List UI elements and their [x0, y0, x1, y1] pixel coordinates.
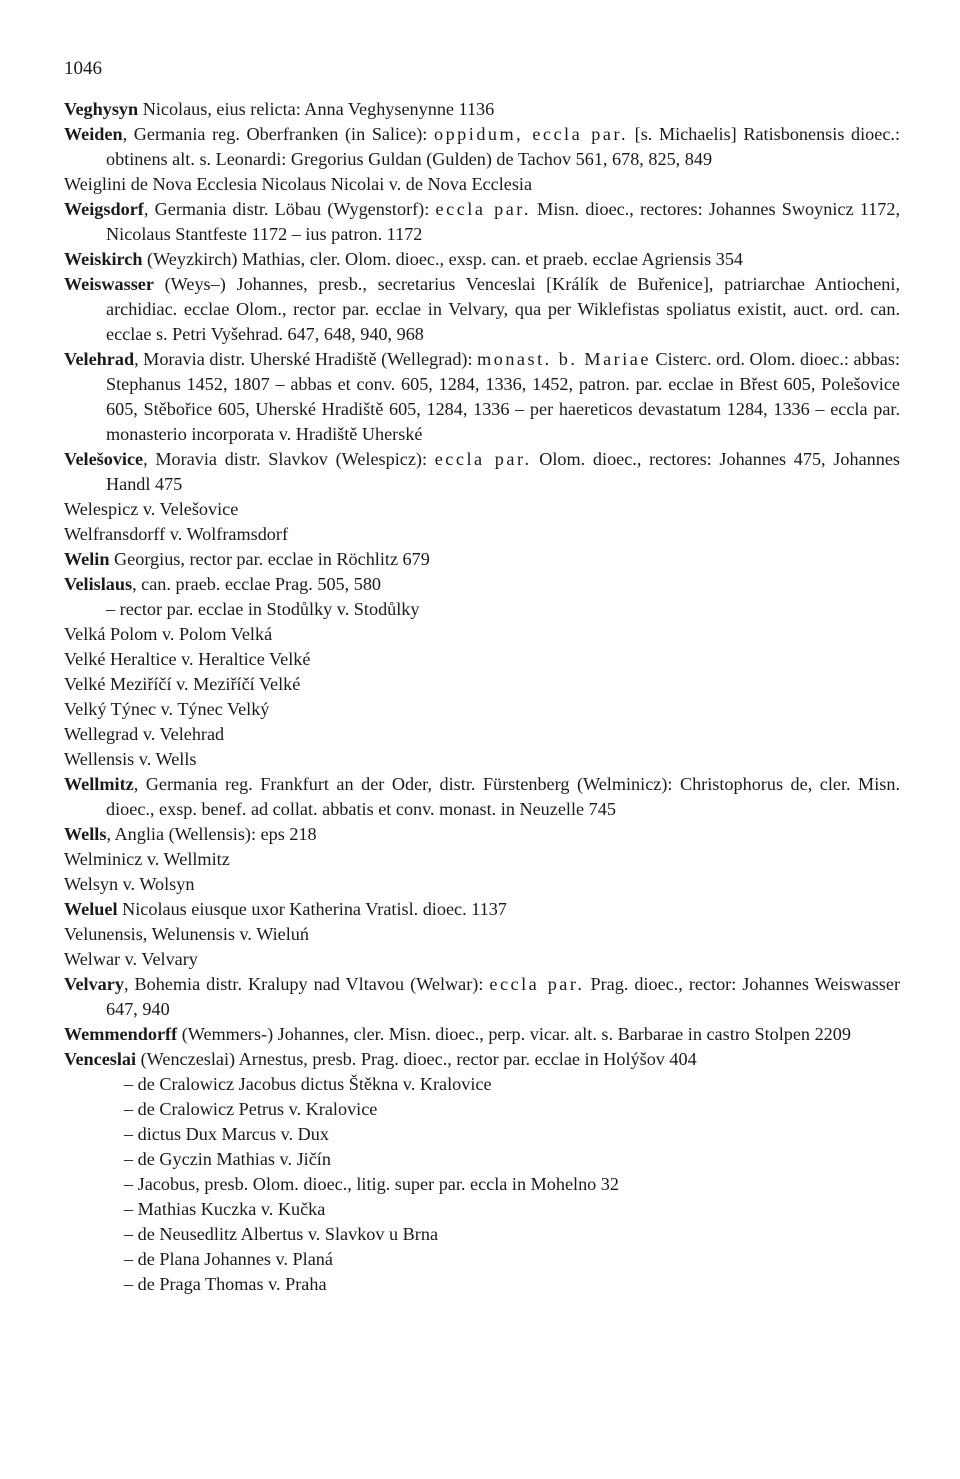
page-number: 1046: [64, 58, 102, 79]
entry-text: (Wemmers-) Johannes, cler. Misn. dioec., perp. vicar. alt. s. Barbarae in castro Stolpen 2209: [177, 1024, 851, 1044]
index-entry: [64, 597, 900, 622]
index-entry: [64, 172, 900, 197]
entry-text: , Germania reg. Frankfurt an der Oder, distr. Fürstenberg (Welminicz): Christophorus de, cler. Misn. dioec., exsp. benef. ad collat. abbatis et conv. monast. in Neuzelle 745: [106, 774, 900, 819]
entry-text: , can. praeb. ecclae Prag. 505, 580: [132, 574, 382, 594]
entry-lemma: Velvary: [64, 974, 124, 994]
entry-spaced-text: eccla par.: [435, 199, 531, 219]
entry-text: (Wenczeslai) Arnestus, presb. Prag. dioec., rector par. ecclae in Holýšov 404: [136, 1049, 697, 1069]
entry-text: Misn. dioec., rectores: Johannes Swoynicz 1172, Nicolaus Stantfeste 1172 – ius patron. 1172: [106, 199, 901, 244]
entry-text: (Weyzkirch) Mathias, cler. Olom. dioec., exsp. can. et praeb. ecclae Agriensis 354: [142, 249, 744, 269]
entry-text: Welsyn v. Wolsyn: [64, 874, 195, 894]
entry-text: – dictus Dux Marcus v. Dux: [124, 1124, 329, 1144]
entry-text: – Jacobus, presb. Olom. dioec., litig. super par. eccla in Mohelno 32: [124, 1174, 619, 1194]
index-entry: [64, 1172, 900, 1197]
entry-text: Welwar v. Velvary: [64, 949, 198, 969]
index-entry: [64, 1147, 900, 1172]
entry-text: Olom. dioec., rectores: Johannes 475, Johannes Handl 475: [106, 449, 900, 494]
index-entry: [64, 1022, 900, 1047]
index-entry: [64, 497, 900, 522]
index-entry: [64, 972, 900, 1022]
entry-text: Wellegrad v. Velehrad: [64, 724, 225, 744]
entry-lemma: Velešovice: [64, 449, 144, 469]
index-entry: [64, 1222, 900, 1247]
index-entry: [64, 97, 900, 122]
entry-lemma: Venceslai: [64, 1049, 137, 1069]
index-entry: [64, 547, 900, 572]
index-entry: [64, 122, 900, 172]
entry-text: , Anglia (Wellensis): eps 218: [106, 824, 317, 844]
entry-text: Velké Meziříčí v. Meziříčí Velké: [64, 674, 301, 694]
index-entry: [64, 897, 900, 922]
index-entry: [64, 697, 900, 722]
entry-text: , Bohemia distr. Kralupy nad Vltavou (Welwar):: [123, 974, 490, 994]
index-entry: [64, 1197, 900, 1222]
index-entries: [64, 97, 900, 1297]
entry-lemma: Weluel: [64, 899, 118, 919]
entry-text: , Moravia distr. Uherské Hradiště (Wellegrad):: [134, 349, 478, 369]
entry-text: – de Plana Johannes v. Planá: [124, 1249, 333, 1269]
entry-text: – rector par. ecclae in Stodůlky v. Stodůlky: [106, 599, 420, 619]
entry-text: – de Cralowicz Petrus v. Kralovice: [124, 1099, 378, 1119]
index-entry: [64, 272, 900, 347]
index-entry: [64, 672, 900, 697]
entry-spaced-text: eccla par.: [489, 974, 585, 994]
entry-lemma: Weiswasser: [64, 274, 154, 294]
entry-text: , Germania distr. Löbau (Wygenstorf):: [143, 199, 436, 219]
entry-text: Velunensis, Welunensis v. Wieluń: [64, 924, 309, 944]
entry-text: [s. Michaelis] Ratisbonensis dioec.: obtinens alt. s. Leonardi: Gregorius Guldan (Gulden) de Tachov 561, 678, 825, 849: [106, 124, 900, 169]
entry-text: Cisterc. ord. Olom. dioec.: abbas: Stephanus 1452, 1807 – abbas et conv. 605, 1284, 1336, 1452, patron. par. ecclae in Břest 605, Polešovice 605, Stěbořice 605, Uherské Hradiště 605, 1284, 1336 – per haereticos devastatum 1284, 1336 – eccla par. monasterio incorporata v. Hradiště Uherské: [106, 349, 900, 444]
index-entry: [64, 622, 900, 647]
entry-text: – de Praga Thomas v. Praha: [124, 1274, 327, 1294]
index-entry: [64, 847, 900, 872]
entry-text: Welfransdorff v. Wolframsdorf: [64, 524, 289, 544]
entry-text: Wellensis v. Wells: [64, 749, 197, 769]
index-entry: [64, 522, 900, 547]
entry-text: , Germania reg. Oberfranken (in Salice):: [122, 124, 434, 144]
entry-text: Nicolaus eiusque uxor Katherina Vratisl. dioec. 1137: [117, 899, 507, 919]
entry-text: Georgius, rector par. ecclae in Röchlitz 679: [109, 549, 430, 569]
index-entry: [64, 447, 900, 497]
index-entry: [64, 1247, 900, 1272]
entry-lemma: Weiden: [64, 124, 123, 144]
entry-text: Prag. dioec., rector: Johannes Weiswasser 647, 940: [106, 974, 901, 1019]
entry-lemma: Veghysyn: [64, 99, 139, 119]
index-entry: [64, 822, 900, 847]
index-entry: [64, 722, 900, 747]
entry-text: (Weys–) Johannes, presb., secretarius Venceslai [Králík de Buřenice], patriarchae Antiocheni, archidiac. ecclae Olom., rector par. ecclae in Velvary, qua per Wiklefistas spoliatus existit, auct. ord. can. ecclae s. Petri Vyšehrad. 647, 648, 940, 968: [106, 274, 900, 344]
entry-lemma: Velislaus: [64, 574, 133, 594]
entry-lemma: Wells: [64, 824, 107, 844]
entry-spaced-text: eccla par.: [434, 449, 532, 469]
index-entry: [64, 572, 900, 597]
entry-lemma: Weiskirch: [64, 249, 143, 269]
entry-text: – Mathias Kuczka v. Kučka: [124, 1199, 326, 1219]
entry-spaced-text: oppidum, eccla par.: [433, 124, 629, 144]
index-entry: [64, 197, 900, 247]
entry-text: , Moravia distr. Slavkov (Welespicz):: [143, 449, 435, 469]
entry-text: Velký Týnec v. Týnec Velký: [64, 699, 270, 719]
entry-text: Welminicz v. Wellmitz: [64, 849, 230, 869]
index-entry: [64, 772, 900, 822]
entry-text: Weiglini de Nova Ecclesia Nicolaus Nicolai v. de Nova Ecclesia: [64, 174, 533, 194]
index-entry: [64, 1072, 900, 1097]
index-entry: [64, 1047, 900, 1072]
index-entry: [64, 247, 900, 272]
index-entry: [64, 1272, 900, 1297]
entry-spaced-text: monast. b. Mariae: [477, 349, 651, 369]
entry-text: Nicolaus, eius relicta: Anna Veghysenynne 1136: [138, 99, 495, 119]
entry-text: Velká Polom v. Polom Velká: [64, 624, 273, 644]
entry-lemma: Weigsdorf: [64, 199, 144, 219]
entry-lemma: Velehrad: [64, 349, 135, 369]
entry-text: Welespicz v. Velešovice: [64, 499, 239, 519]
entry-lemma: Wellmitz: [64, 774, 134, 794]
index-entry: [64, 922, 900, 947]
entry-text: – de Gyczin Mathias v. Jičín: [124, 1149, 331, 1169]
entry-lemma: Welin: [64, 549, 110, 569]
entry-text: Velké Heraltice v. Heraltice Velké: [64, 649, 311, 669]
index-entry: [64, 1122, 900, 1147]
entry-text: – de Cralowicz Jacobus dictus Štěkna v. Kralovice: [124, 1074, 492, 1094]
index-entry: [64, 647, 900, 672]
index-entry: [64, 747, 900, 772]
index-entry: [64, 347, 900, 447]
entry-text: – de Neusedlitz Albertus v. Slavkov u Brna: [124, 1224, 439, 1244]
index-entry: [64, 872, 900, 897]
entry-lemma: Wemmendorff: [64, 1024, 178, 1044]
index-entry: [64, 947, 900, 972]
index-entry: [64, 1097, 900, 1122]
